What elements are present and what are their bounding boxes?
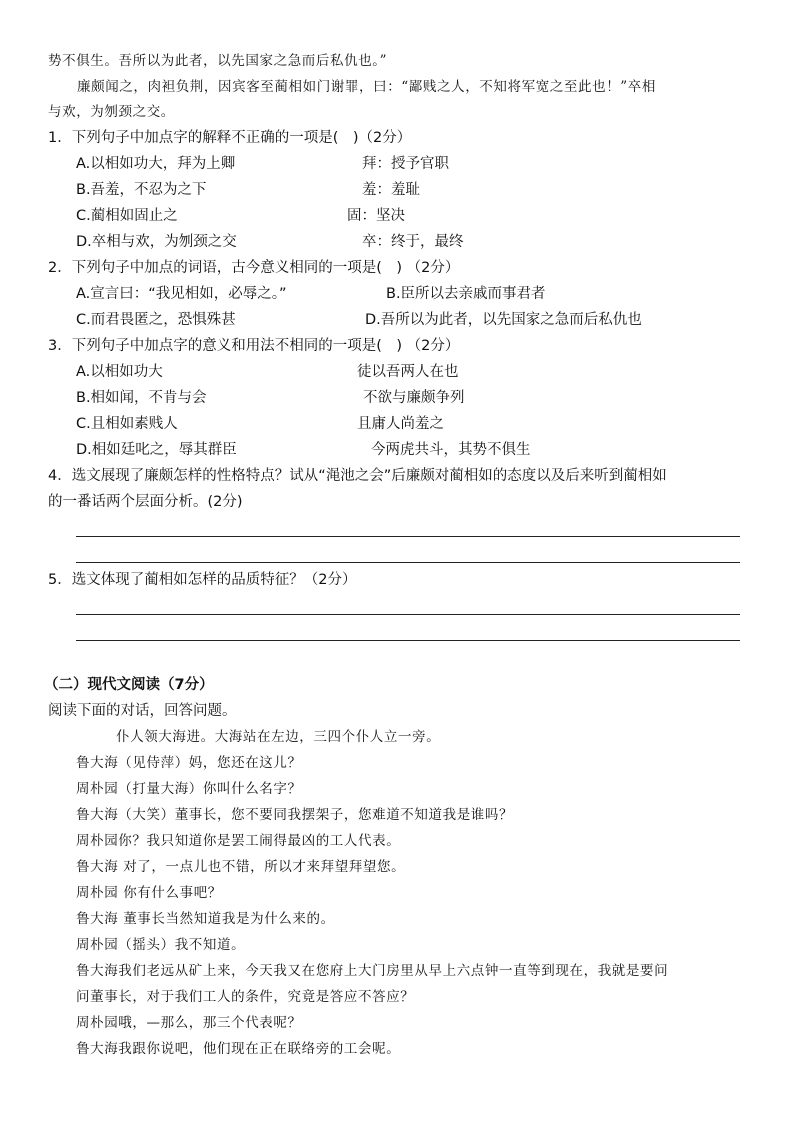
dialogue-line: 鲁大海我们老远从矿上来，今天我又在您府上大门房里从早上六点钟一直等到现在，我就是要问 — [76, 963, 669, 979]
q3-option-c: C.且相如素贱人 — [76, 416, 178, 432]
q1-option-a-note: 拜：授予官职 — [362, 156, 449, 172]
q5-answer-line-2[interactable] — [76, 640, 740, 641]
q3-option-b-note: 不欲与廉颇争列 — [363, 390, 465, 406]
dialogue-line: 鲁大海我跟你说吧，他们现在正在联络旁的工会呢。 — [76, 1041, 401, 1057]
q1-option-c: C.蔺相如固止之 — [76, 208, 178, 224]
q3-option-a: A.以相如功大 — [76, 364, 163, 380]
question-4-stem-line-1: 4．选文展现了廉颇怎样的性格特点？试从“渑池之会”后廉颇对蔺相如的态度以及后来听到蔺相如 — [48, 468, 667, 484]
passage-line-3: 与欢，为刎颈之交。 — [48, 104, 175, 120]
q2-option-b: B.臣所以去亲戚而事君者 — [386, 286, 546, 302]
dialogue-line: 问董事长，对于我们工人的条件，究竟是答应不答应？ — [76, 989, 415, 1005]
dialogue-line: 鲁大海 董事长当然知道我是为什么来的。 — [76, 911, 335, 927]
dialogue-line: 周朴园你？我只知道你是罢工闹得最凶的工人代表。 — [76, 833, 401, 849]
q3-option-a-note: 徒以吾两人在也 — [357, 364, 459, 380]
dialogue-line: 周朴园（打量大海）你叫什么名字？ — [76, 781, 302, 797]
q5-answer-line-1[interactable] — [76, 614, 740, 615]
q2-option-a: A.宣言曰：“我见相如，必辱之。” — [76, 286, 287, 302]
dialogue-line: 仆人领大海进。大海站在左边，三四个仆人立一旁。 — [116, 729, 441, 745]
q1-option-c-note: 固：坚决 — [347, 208, 405, 224]
dialogue-line: 周朴园哦，—那么，那三个代表呢？ — [76, 1015, 302, 1031]
dialogue-line: 鲁大海（见侍萍）妈，您还在这儿？ — [76, 755, 302, 771]
question-2-stem: 2．下列句子中加点的词语，古今意义相同的一项是( ) （2分） — [48, 260, 460, 276]
q2-option-c: C.而君畏匿之，恐惧殊甚 — [76, 312, 236, 328]
section-2-instruction: 阅读下面的对话，回答问题。 — [48, 703, 237, 719]
q1-option-b: B.吾羞，不忍为之下 — [76, 182, 207, 198]
q1-option-a: A.以相如功大，拜为上卿 — [76, 156, 236, 172]
q3-option-c-note: 且庸人尚羞之 — [357, 416, 444, 432]
section-2-heading: （二）现代文阅读（7分） — [44, 677, 214, 693]
q3-option-d: D.相如廷叱之，辱其群臣 — [76, 442, 237, 458]
passage-line-1: 势不俱生。吾所以为此者，以先国家之急而后私仇也。” — [48, 53, 388, 69]
dialogue-line: 周朴园（摇头）我不知道。 — [76, 937, 246, 953]
q4-answer-line-1[interactable] — [76, 536, 740, 537]
q2-option-d: D.吾所以为此者，以先国家之急而后私仇也 — [365, 312, 642, 328]
q1-option-d: D.卒相与欢，为刎颈之交 — [76, 234, 237, 250]
q1-option-d-note: 卒：终于，最终 — [362, 234, 464, 250]
question-5-stem: 5．选文体现了蔺相如怎样的品质特征？（2分） — [48, 572, 357, 588]
q1-option-b-note: 羞：羞耻 — [362, 182, 420, 198]
q4-answer-line-2[interactable] — [76, 562, 740, 563]
question-4-stem-line-2: 的一番话两个层面分析。(2分) — [48, 494, 243, 510]
question-3-stem: 3．下列句子中加点字的意义和用法不相同的一项是( ) （2分） — [48, 338, 460, 354]
dialogue-line: 鲁大海 对了，一点儿也不错，所以才来拜望拜望您。 — [76, 859, 406, 875]
q3-option-d-note: 今两虎共斗，其势不俱生 — [371, 442, 531, 458]
passage-line-2: 廉颇闻之，肉袒负荆，因宾客至蔺相如门谢罪，曰：“鄙贱之人，不知将军宽之至此也！”卒相 — [77, 79, 657, 95]
question-1-stem: 1．下列句子中加点字的解释不正确的一项是( )（2分） — [48, 130, 412, 146]
q3-option-b: B.相如闻，不肯与会 — [76, 390, 207, 406]
dialogue-line: 周朴园 你有什么事吧？ — [76, 885, 222, 901]
dialogue-line: 鲁大海（大笑）董事长，您不要同我摆架子，您难道不知道我是谁吗？ — [76, 807, 514, 823]
